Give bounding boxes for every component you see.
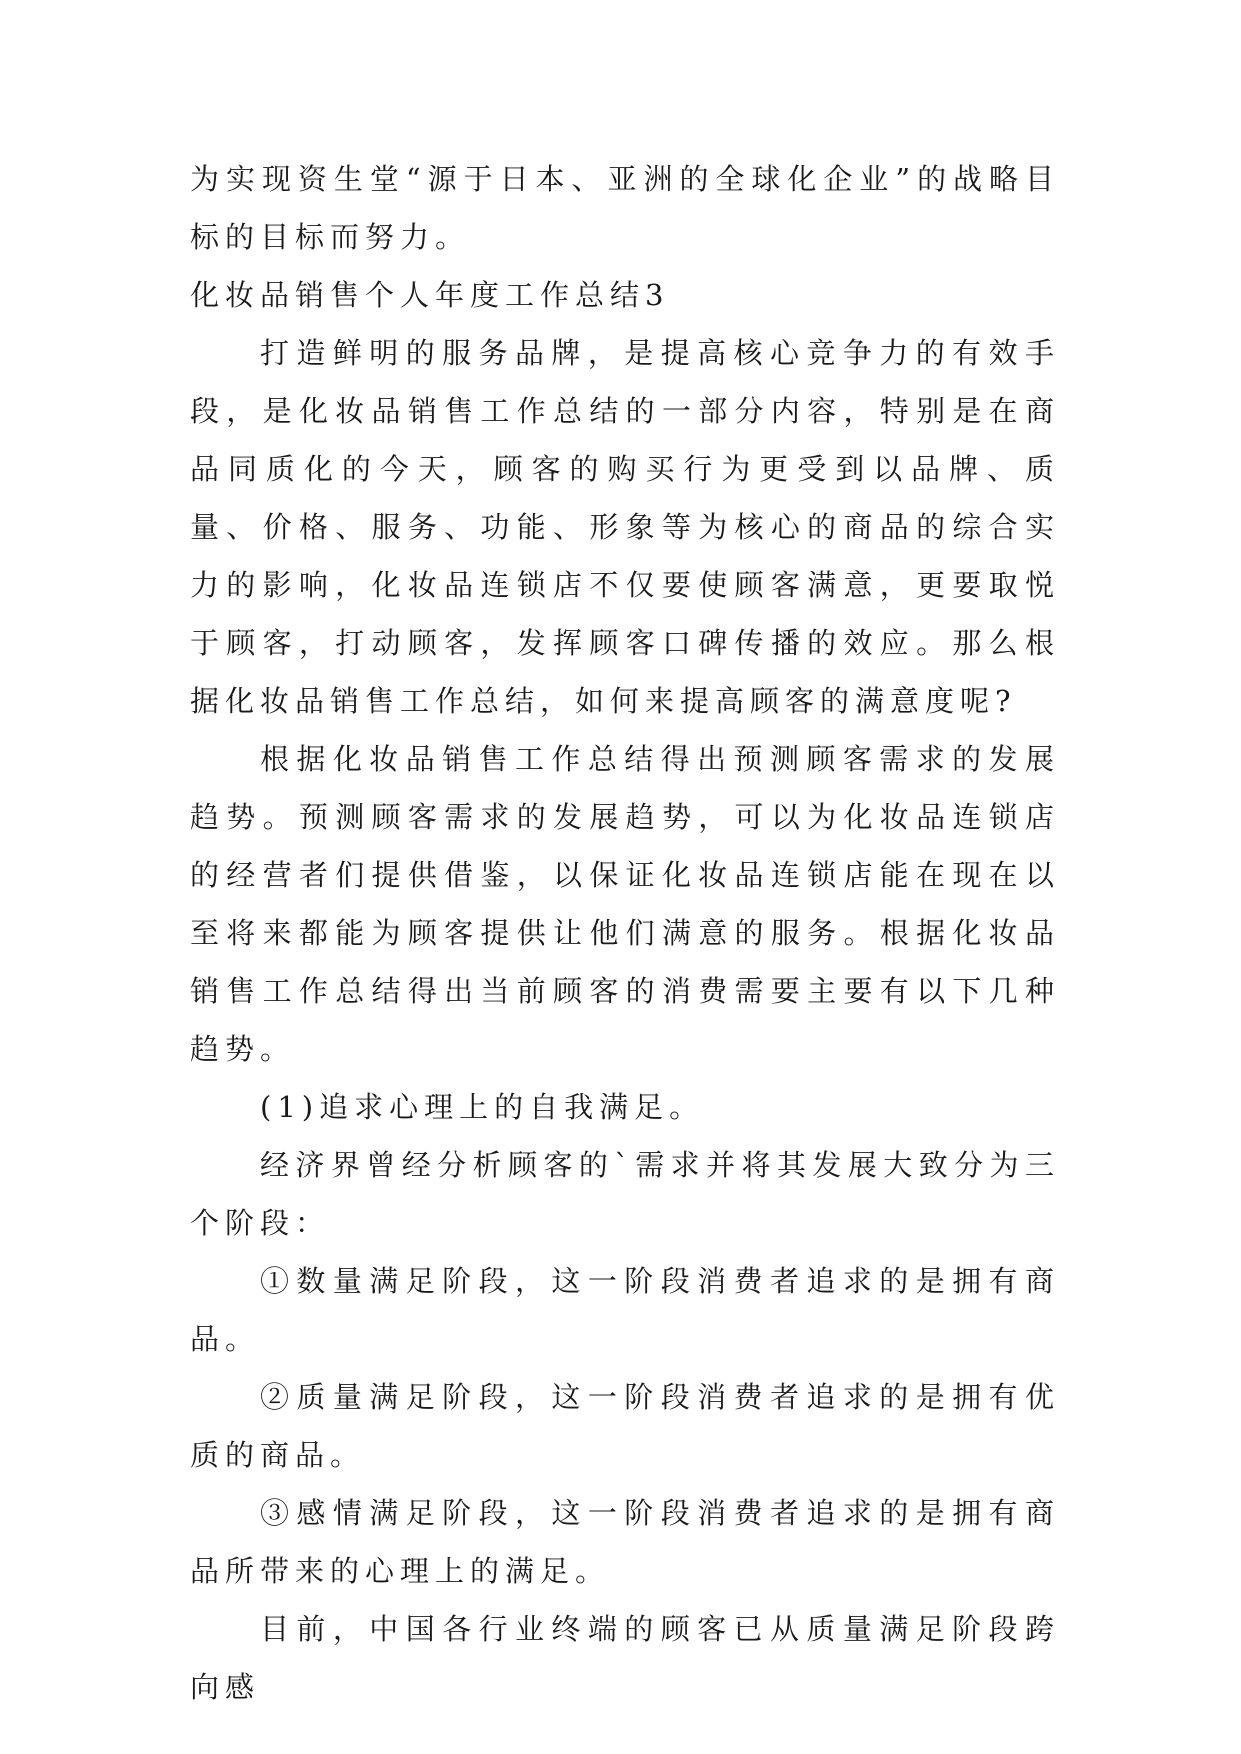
list-item-stage-3: ③感情满足阶段，这一阶段消费者追求的是拥有商品所带来的心理上的满足。 (190, 1496, 1060, 1588)
list-item-stage-2: ②质量满足阶段，这一阶段消费者追求的是拥有优质的商品。 (190, 1380, 1060, 1472)
list-heading-self-satisfaction: (1)追求心理上的自我满足。 (260, 1090, 705, 1124)
paragraph-service-brand: 打造鲜明的服务品牌，是提高核心竞争力的有效手段，是化妆品销售工作总结的一部分内容，特别是在商品同质化的今天，顾客的购买行为更受到以品牌、质量、价格、服务、功能、形象等为核心的商品的综合实力的影响，化妆品连锁店不仅要使顾客满意，更要取悦于顾客，打动顾客，发挥顾客口碑传播的效应。那么根据化妆品销售工作总结，如何来提高顾客的满意度呢? (190, 336, 1060, 718)
section-heading: 化妆品销售个人年度工作总结3 (190, 278, 670, 312)
document-body (190, 150, 1060, 1716)
paragraph-continuation: 为实现资生堂“源于日本、亚洲的全球化企业”的战略目标的目标而努力。 (190, 162, 1060, 254)
paragraph-demand-trends: 根据化妆品销售工作总结得出预测顾客需求的发展趋势。预测顾客需求的发展趋势，可以为化妆品连锁店的经营者们提供借鉴，以保证化妆品连锁店能在现在以至将来都能为顾客提供让他们满意的服务。根据化妆品销售工作总结得出当前顾客的消费需要主要有以下几种趋势。 (190, 742, 1060, 1066)
paragraph-current-stage: 目前，中国各行业终端的顾客已从质量满足阶段跨向感 (190, 1612, 1060, 1704)
list-item-stage-1: ①数量满足阶段，这一阶段消费者追求的是拥有商品。 (190, 1264, 1060, 1356)
paragraph-three-stages: 经济界曾经分析顾客的`需求并将其发展大致分为三个阶段： (190, 1148, 1060, 1240)
